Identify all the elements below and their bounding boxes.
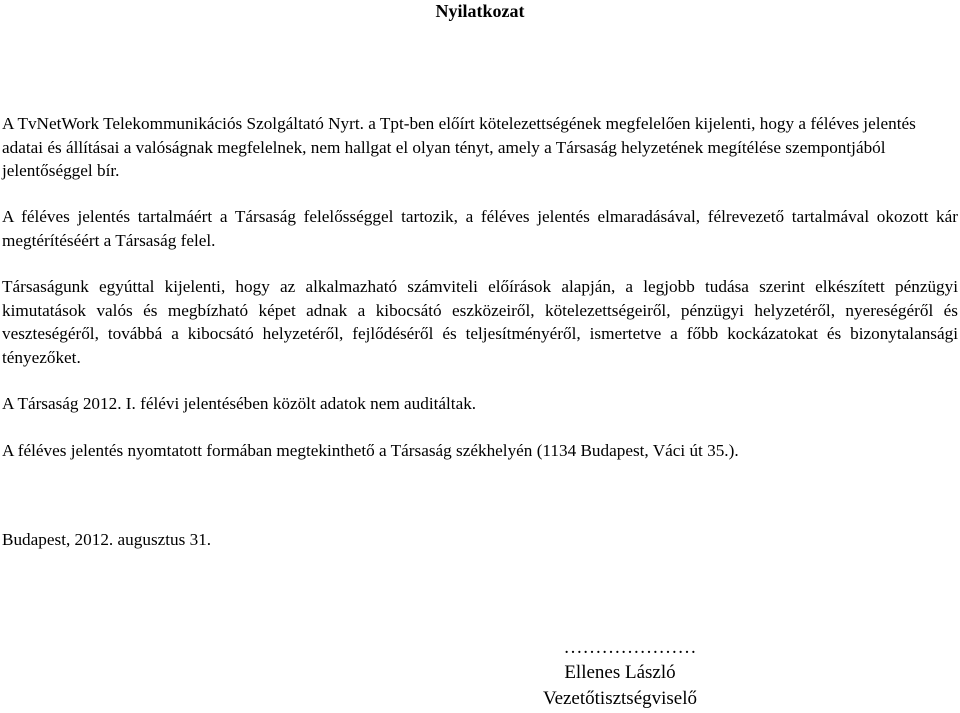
document-title: Nyilatkozat [435, 1, 525, 21]
place-and-date: Budapest, 2012. augusztus 31. [2, 530, 212, 549]
paragraph-responsibility: A féléves jelentés tartalmáért a Társaság felelősséggel tartozik, a féléves jelentés elmaradásával, félrevezető tartalmával okozott kár megtérítéséért a Társaság felel. [2, 207, 958, 250]
paragraph-financial-statements: Társaságunk egyúttal kijelenti, hogy az alkalmazható számviteli előírások alapján, a legjobb tudása szerint elkészített pénzügyi kimutatások valós és megbízható képet adnak a kibocsátó eszközeiről, kötelezettségeiről, pénzügyi helyzetéről, nyereségéről és veszteségéről, továbbá a kibocsátó helyzetéről, fejlődéséről és teljesítményéről, ismertetve a főbb kockázatokat és bizonytalansági tényezőket. [2, 277, 958, 367]
signature-line: ………………… [563, 637, 697, 658]
paragraph-audit-status: A Társaság 2012. I. félévi jelentésében közölt adatok nem auditáltak. [2, 394, 477, 413]
signatory-name: Ellenes László [564, 662, 676, 683]
paragraph-declaration: A TvNetWork Telekommunikációs Szolgáltató Nyrt. a Tpt-ben előírt kötelezettségének megfelelően kijelenti, hogy a féléves jelentés adatai és állításai a valóságnak megfelelnek, nem hallgat el olyan tényt, amely a Társaság helyzetének megítélése szempontjából jelentőséggel bír. [2, 114, 916, 180]
paragraph-availability: A féléves jelentés nyomtatott formában megtekinthető a Társaság székhelyén (1134 Budapest, Váci út 35.). [2, 441, 739, 460]
signatory-role: Vezetőtisztségviselő [542, 688, 698, 709]
